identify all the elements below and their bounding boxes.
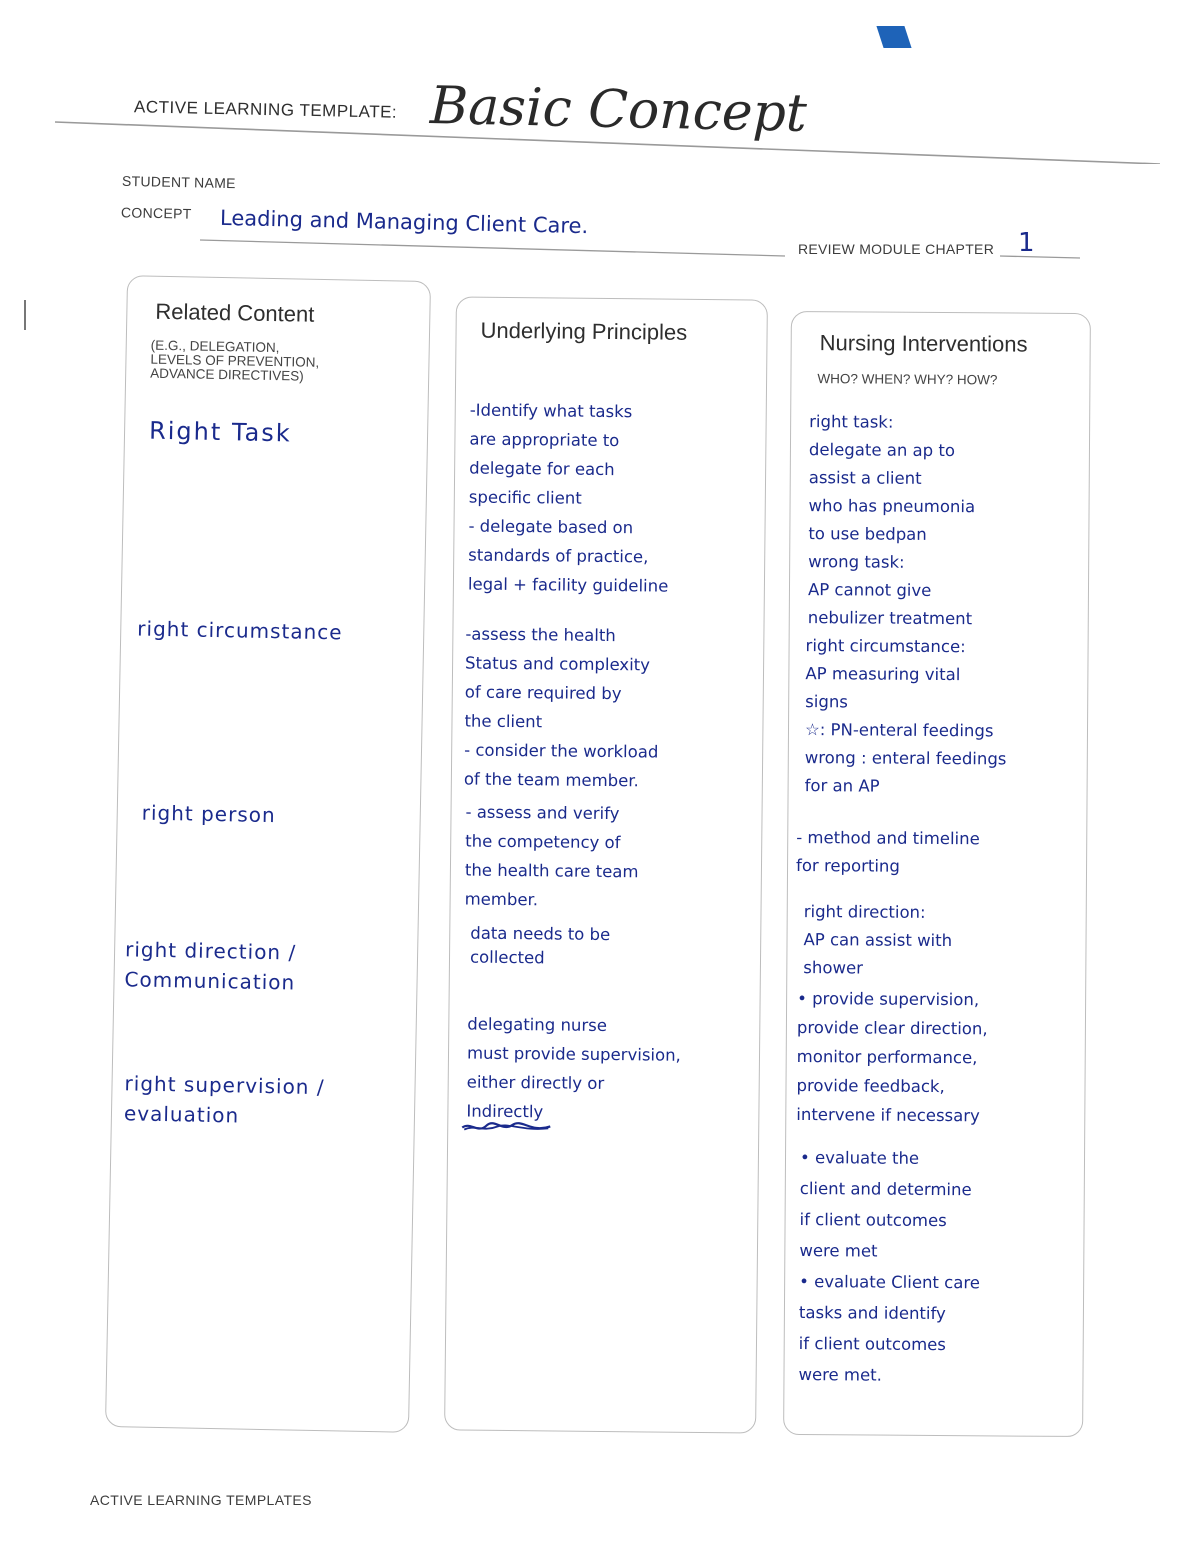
review-module-label: REVIEW MODULE CHAPTER	[798, 241, 995, 257]
nursing-interventions-prompt: WHO? WHEN? WHY? HOW?	[817, 371, 998, 388]
concept-value[interactable]: Leading and Managing Client Care.	[219, 205, 589, 239]
related-entry-right-direction: right direction / Communication	[124, 937, 297, 995]
principle-right-direction: data needs to be collected	[469, 923, 611, 968]
concept-label: CONCEPT	[120, 204, 192, 222]
student-name-label: STUDENT NAME	[121, 172, 236, 192]
related-content-examples: (E.G., DELEGATION, LEVELS OF PREVENTION, ADVANCE DIRECTIVES)	[150, 337, 320, 384]
related-entry-right-circumstance: right circumstance	[137, 616, 343, 645]
principle-right-supervision: delegating nurse must provide supervision, either directly or Indirectly	[466, 1014, 681, 1122]
margin-mark	[24, 300, 26, 330]
related-entry-right-task: Right Task	[148, 416, 292, 448]
underlying-principles-heading: Underlying Principles	[480, 317, 688, 345]
review-module-value[interactable]: 1	[1018, 228, 1035, 258]
nursing-interventions-panel	[783, 311, 1091, 1437]
corner-tab-mark	[876, 26, 911, 48]
related-entry-right-supervision: right supervision / evaluation	[123, 1071, 325, 1128]
intervention-right-circumstance: right circumstance: AP measuring vital signs ☆: PN-enteral feedings wrong : enteral feedings for an AP	[804, 636, 1007, 796]
crossed-out-scribble	[460, 1119, 552, 1134]
concept-underline	[200, 238, 785, 258]
intervention-right-task: right task: delegate an ap to assist a client who has pneumonia to use bedpan wrong task: AP cannot give nebulizer treatment	[807, 412, 976, 629]
chapter-underline	[1000, 255, 1080, 259]
nursing-interventions-heading: Nursing Interventions	[819, 330, 1028, 357]
intervention-evaluation: • evaluate the client and determine if client outcomes were met • evaluate Client care tasks and identify if client outcomes were met.	[798, 1148, 981, 1385]
underlying-principles-panel	[444, 296, 768, 1433]
intervention-right-direction: right direction: AP can assist with shower	[803, 902, 953, 978]
intervention-right-person: - method and timeline for reporting	[795, 828, 980, 876]
template-title: Basic Concept	[429, 76, 808, 144]
related-entry-right-person: right person	[141, 800, 276, 828]
template-label: ACTIVE LEARNING TEMPLATE:	[133, 97, 398, 122]
intervention-right-supervision: • provide supervision, provide clear direction, monitor performance, provide feedback, intervene if necessary	[796, 989, 988, 1126]
principle-right-person: - assess and verify the competency of the health care team member.	[464, 802, 639, 910]
footer-label: ACTIVE LEARNING TEMPLATES	[90, 1492, 312, 1508]
principle-right-circumstance: -assess the health Status and complexity of care required by the client - consider the workload of the team member.	[463, 624, 659, 791]
related-content-panel	[105, 275, 431, 1433]
related-content-heading: Related Content	[155, 298, 315, 327]
principle-right-task: -Identify what tasks are appropriate to delegate for each specific client - delegate based on standards of practice, legal + facility guideline	[467, 400, 669, 596]
